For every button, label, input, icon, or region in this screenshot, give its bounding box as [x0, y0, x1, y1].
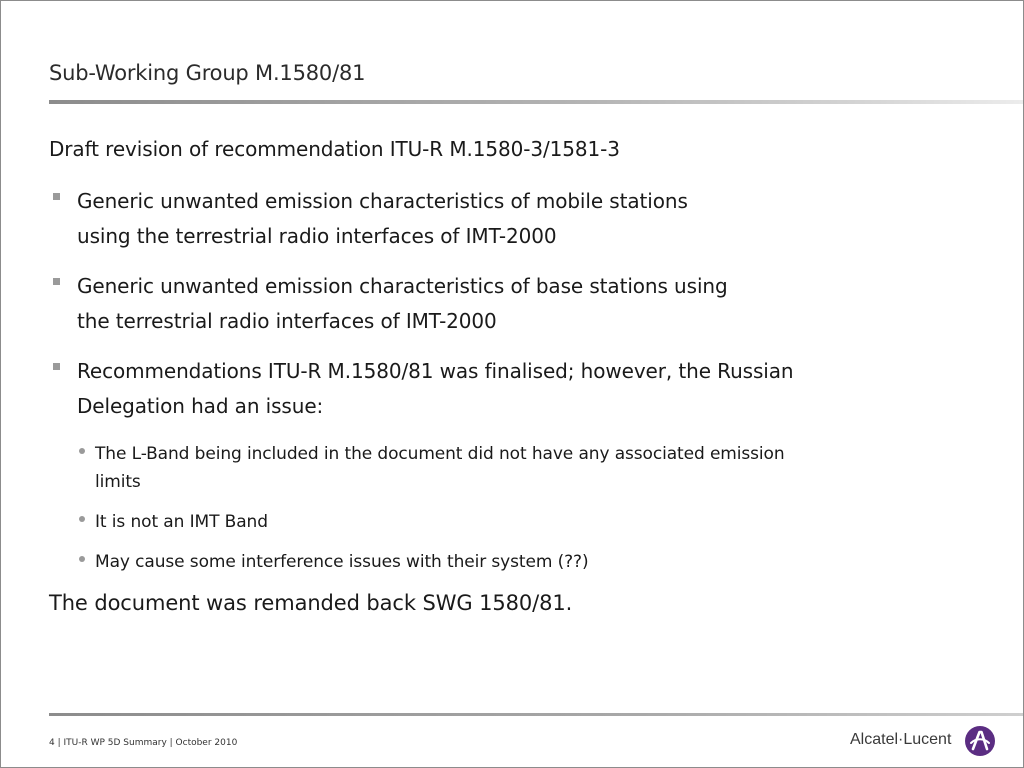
bullet-line: using the terrestrial radio interfaces of IMT-2000 — [77, 224, 557, 248]
logo-wordmark: Alcatel·Lucent — [850, 731, 952, 748]
bullet-line: Generic unwanted emission characteristics of mobile stations — [77, 189, 688, 213]
sub-bullet-line: May cause some interference issues with their system (??) — [95, 552, 589, 572]
bullet-item — [49, 354, 949, 424]
conclusion-text: The document was remanded back SWG 1580/81. — [49, 591, 573, 615]
company-logo — [850, 725, 1000, 761]
round-bullet-icon — [79, 516, 85, 522]
square-bullet-icon — [53, 363, 60, 370]
sub-bullet-line: limits — [95, 472, 141, 492]
bullet-item — [49, 184, 949, 254]
bullet-line: the terrestrial radio interfaces of IMT-2000 — [77, 309, 497, 333]
round-bullet-icon — [79, 556, 85, 562]
round-bullet-icon — [79, 448, 85, 454]
alcatel-lucent-logo-icon — [964, 725, 996, 757]
bullet-item — [49, 269, 949, 339]
slide-title: Sub-Working Group M.1580/81 — [49, 61, 366, 85]
sub-bullet-line: The L-Band being included in the document did not have any associated emission — [95, 444, 785, 464]
sub-bullet-item — [77, 440, 937, 496]
title-divider — [49, 100, 1023, 104]
footer-text: 4 | ITU-R WP 5D Summary | October 2010 — [49, 738, 238, 748]
bullet-line: Generic unwanted emission characteristics of base stations using — [77, 274, 728, 298]
footer-divider — [49, 713, 1023, 716]
intro-text: Draft revision of recommendation ITU-R M.1580-3/1581-3 — [49, 137, 620, 161]
bullet-line: Delegation had an issue: — [77, 394, 324, 418]
bullet-line: Recommendations ITU-R M.1580/81 was finalised; however, the Russian — [77, 359, 794, 383]
sub-bullet-item — [77, 548, 937, 576]
sub-bullet-item — [77, 508, 937, 536]
square-bullet-icon — [53, 278, 60, 285]
square-bullet-icon — [53, 193, 60, 200]
sub-bullet-line: It is not an IMT Band — [95, 512, 268, 532]
